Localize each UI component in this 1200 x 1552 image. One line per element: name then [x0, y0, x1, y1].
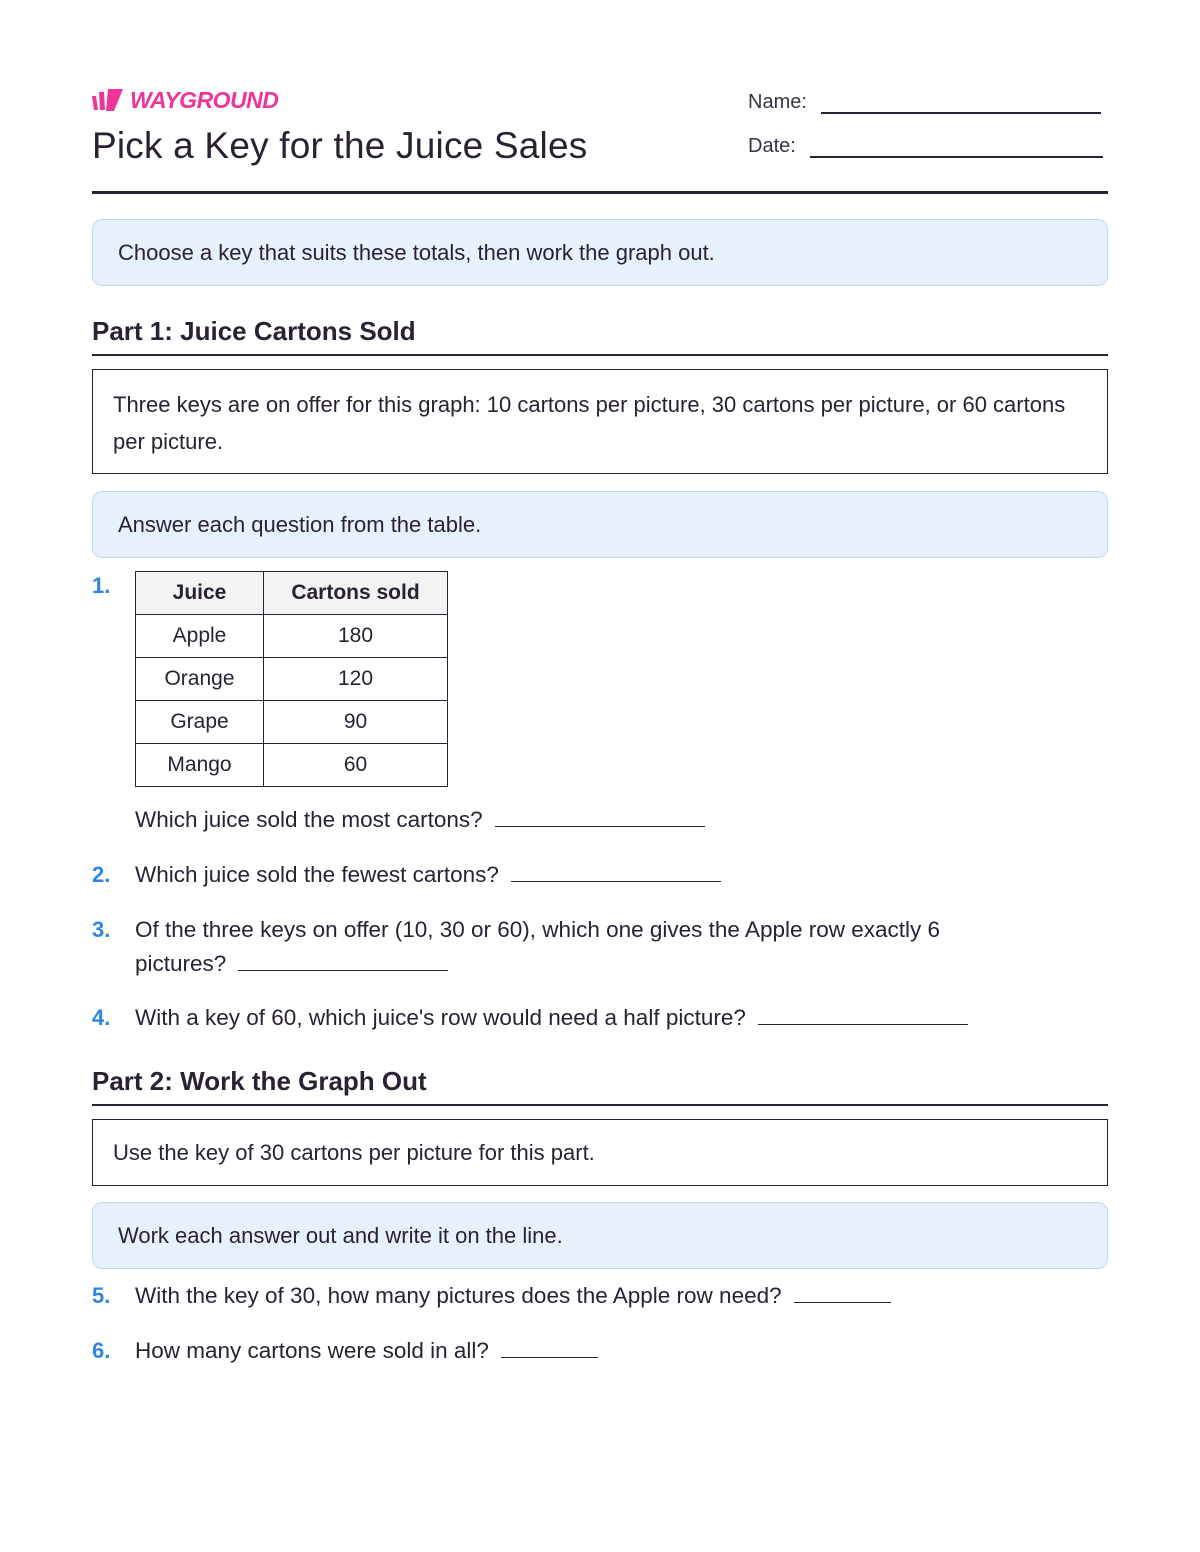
header-divider	[92, 191, 1108, 194]
intro-instruction-text: Choose a key that suits these totals, then work the graph out.	[118, 239, 715, 265]
question-2-number: 2.	[92, 862, 111, 887]
name-field	[748, 90, 1101, 114]
question-1	[135, 803, 705, 837]
table-cell-juice: Orange	[136, 658, 264, 701]
question-4	[135, 1001, 968, 1035]
question-6-answer-line[interactable]	[501, 1335, 598, 1358]
table-cell-cartons: 90	[264, 701, 448, 744]
question-6	[135, 1334, 598, 1368]
part2-instruction-text: Work each answer out and write it on the line.	[118, 1222, 563, 1248]
question-4-answer-line[interactable]	[758, 1002, 968, 1025]
question-2	[135, 858, 721, 892]
part1-info-box	[92, 369, 1108, 474]
table-header-cartons: Cartons sold	[264, 572, 448, 615]
part1-info-text: Three keys are on offer for this graph: 10 cartons per picture, 30 cartons per picture, or 60 cartons per picture.	[113, 392, 1066, 454]
table-cell-juice: Grape	[136, 701, 264, 744]
question-5-text: With the key of 30, how many pictures does the Apple row need?	[135, 1283, 782, 1308]
question-3-number: 3.	[92, 917, 111, 942]
question-2-answer-line[interactable]	[511, 859, 721, 882]
table-row	[136, 615, 448, 658]
question-2-text: Which juice sold the fewest cartons?	[135, 862, 499, 887]
table-cell-cartons: 60	[264, 744, 448, 787]
question-6-number: 6.	[92, 1338, 111, 1363]
brand-name: WAYGROUND	[130, 87, 279, 113]
page-title: Pick a Key for the Juice Sales	[92, 125, 588, 166]
table-cell-juice: Apple	[136, 615, 264, 658]
question-3-text-line1: Of the three keys on offer (10, 30 or 60), which one gives the Apple row exactly 6	[135, 917, 941, 942]
part1-title: Part 1: Juice Cartons Sold	[92, 316, 416, 346]
brand-logo	[92, 86, 278, 114]
table-cell-cartons: 120	[264, 658, 448, 701]
question-1-answer-line[interactable]	[495, 804, 705, 827]
question-1-number: 1.	[92, 573, 111, 598]
question-1-text: Which juice sold the most cartons?	[135, 807, 483, 832]
table-row	[136, 701, 448, 744]
part1-divider	[92, 354, 1108, 356]
part2-info-box	[92, 1119, 1108, 1186]
part1-instruction-box	[92, 491, 1108, 558]
question-6-text: How many cartons were sold in all?	[135, 1338, 489, 1363]
question-5-answer-line[interactable]	[794, 1280, 891, 1303]
part1-instruction-text: Answer each question from the table.	[118, 511, 482, 537]
date-label: Date:	[748, 135, 796, 157]
part2-divider	[92, 1104, 1108, 1106]
question-3	[135, 913, 940, 981]
table-cell-cartons: 180	[264, 615, 448, 658]
table-header-row	[136, 572, 448, 615]
wayground-logo-icon	[92, 88, 124, 112]
table-row	[136, 744, 448, 787]
part2-info-text: Use the key of 30 cartons per picture for this part.	[113, 1140, 595, 1165]
juice-table	[135, 571, 448, 787]
part2-instruction-box	[92, 1202, 1108, 1269]
table-cell-juice: Mango	[136, 744, 264, 787]
question-5	[135, 1279, 891, 1313]
question-5-number: 5.	[92, 1283, 111, 1308]
date-field	[748, 134, 1103, 158]
intro-instruction-box	[92, 219, 1108, 286]
part2-title: Part 2: Work the Graph Out	[92, 1066, 427, 1096]
table-row	[136, 658, 448, 701]
question-3-answer-line[interactable]	[238, 948, 448, 971]
name-label: Name:	[748, 91, 807, 113]
date-input-line[interactable]	[810, 136, 1103, 158]
name-input-line[interactable]	[821, 92, 1101, 114]
question-4-number: 4.	[92, 1005, 111, 1030]
question-4-text: With a key of 60, which juice's row would need a half picture?	[135, 1005, 746, 1030]
table-header-juice: Juice	[136, 572, 264, 615]
question-3-text-line2: pictures?	[135, 951, 227, 976]
